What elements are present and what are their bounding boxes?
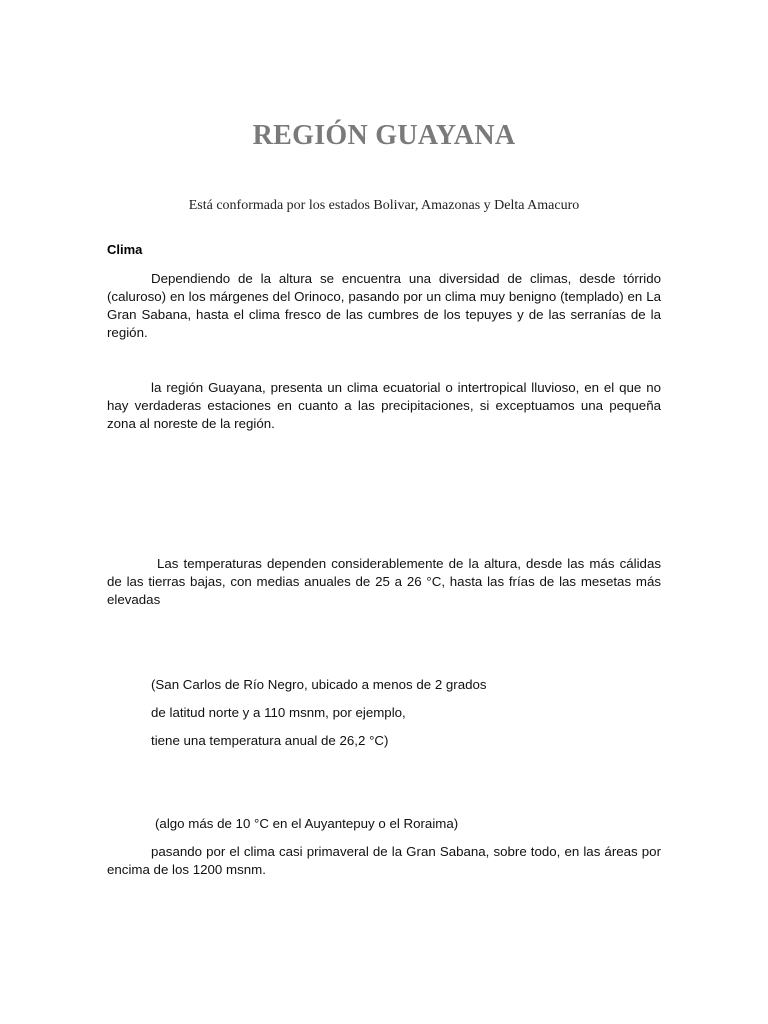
example-line: (San Carlos de Río Negro, ubicado a menos de 2 grados (151, 677, 487, 692)
page-title: REGIÓN GUAYANA (252, 120, 516, 151)
paragraph-temperatures: Las temperaturas dependen considerablemente de la altura, desde las más cálidas de las tierras bajas, con medias anuales de 25 a 26 °C, hasta las frías de las mesetas más elevadas (107, 556, 661, 607)
example-line: de latitud norte y a 110 msnm, por ejemplo, (151, 705, 406, 720)
section-heading-clima: Clima (107, 242, 143, 257)
paragraph-gran-sabana: pasando por el clima casi primaveral de la Gran Sabana, sobre todo, en las áreas por encima de los 1200 msnm. (107, 844, 661, 877)
paragraph-equatorial-climate: la región Guayana, presenta un clima ecuatorial o intertropical lluvioso, en el que no hay verdaderas estaciones en cuanto a las precipitaciones, si exceptuamos una pequeña zona al noreste de la región. (107, 380, 661, 431)
example-line: tiene una temperatura anual de 26,2 °C) (151, 733, 389, 748)
paragraph-climate-diversity: Dependiendo de la altura se encuentra una diversidad de climas, desde tórrido (caluroso) en los márgenes del Orinoco, pasando por un clima muy benigno (templado) en La Gran Sabana, hasta el clima fresco de las cumbres de los tepuyes y de las serranías de la región. (107, 271, 661, 340)
page-subtitle: Está conformada por los estados Bolivar, Amazonas y Delta Amacuro (188, 198, 580, 213)
note-line: (algo más de 10 °C en el Auyantepuy o el Roraima) (155, 816, 459, 831)
